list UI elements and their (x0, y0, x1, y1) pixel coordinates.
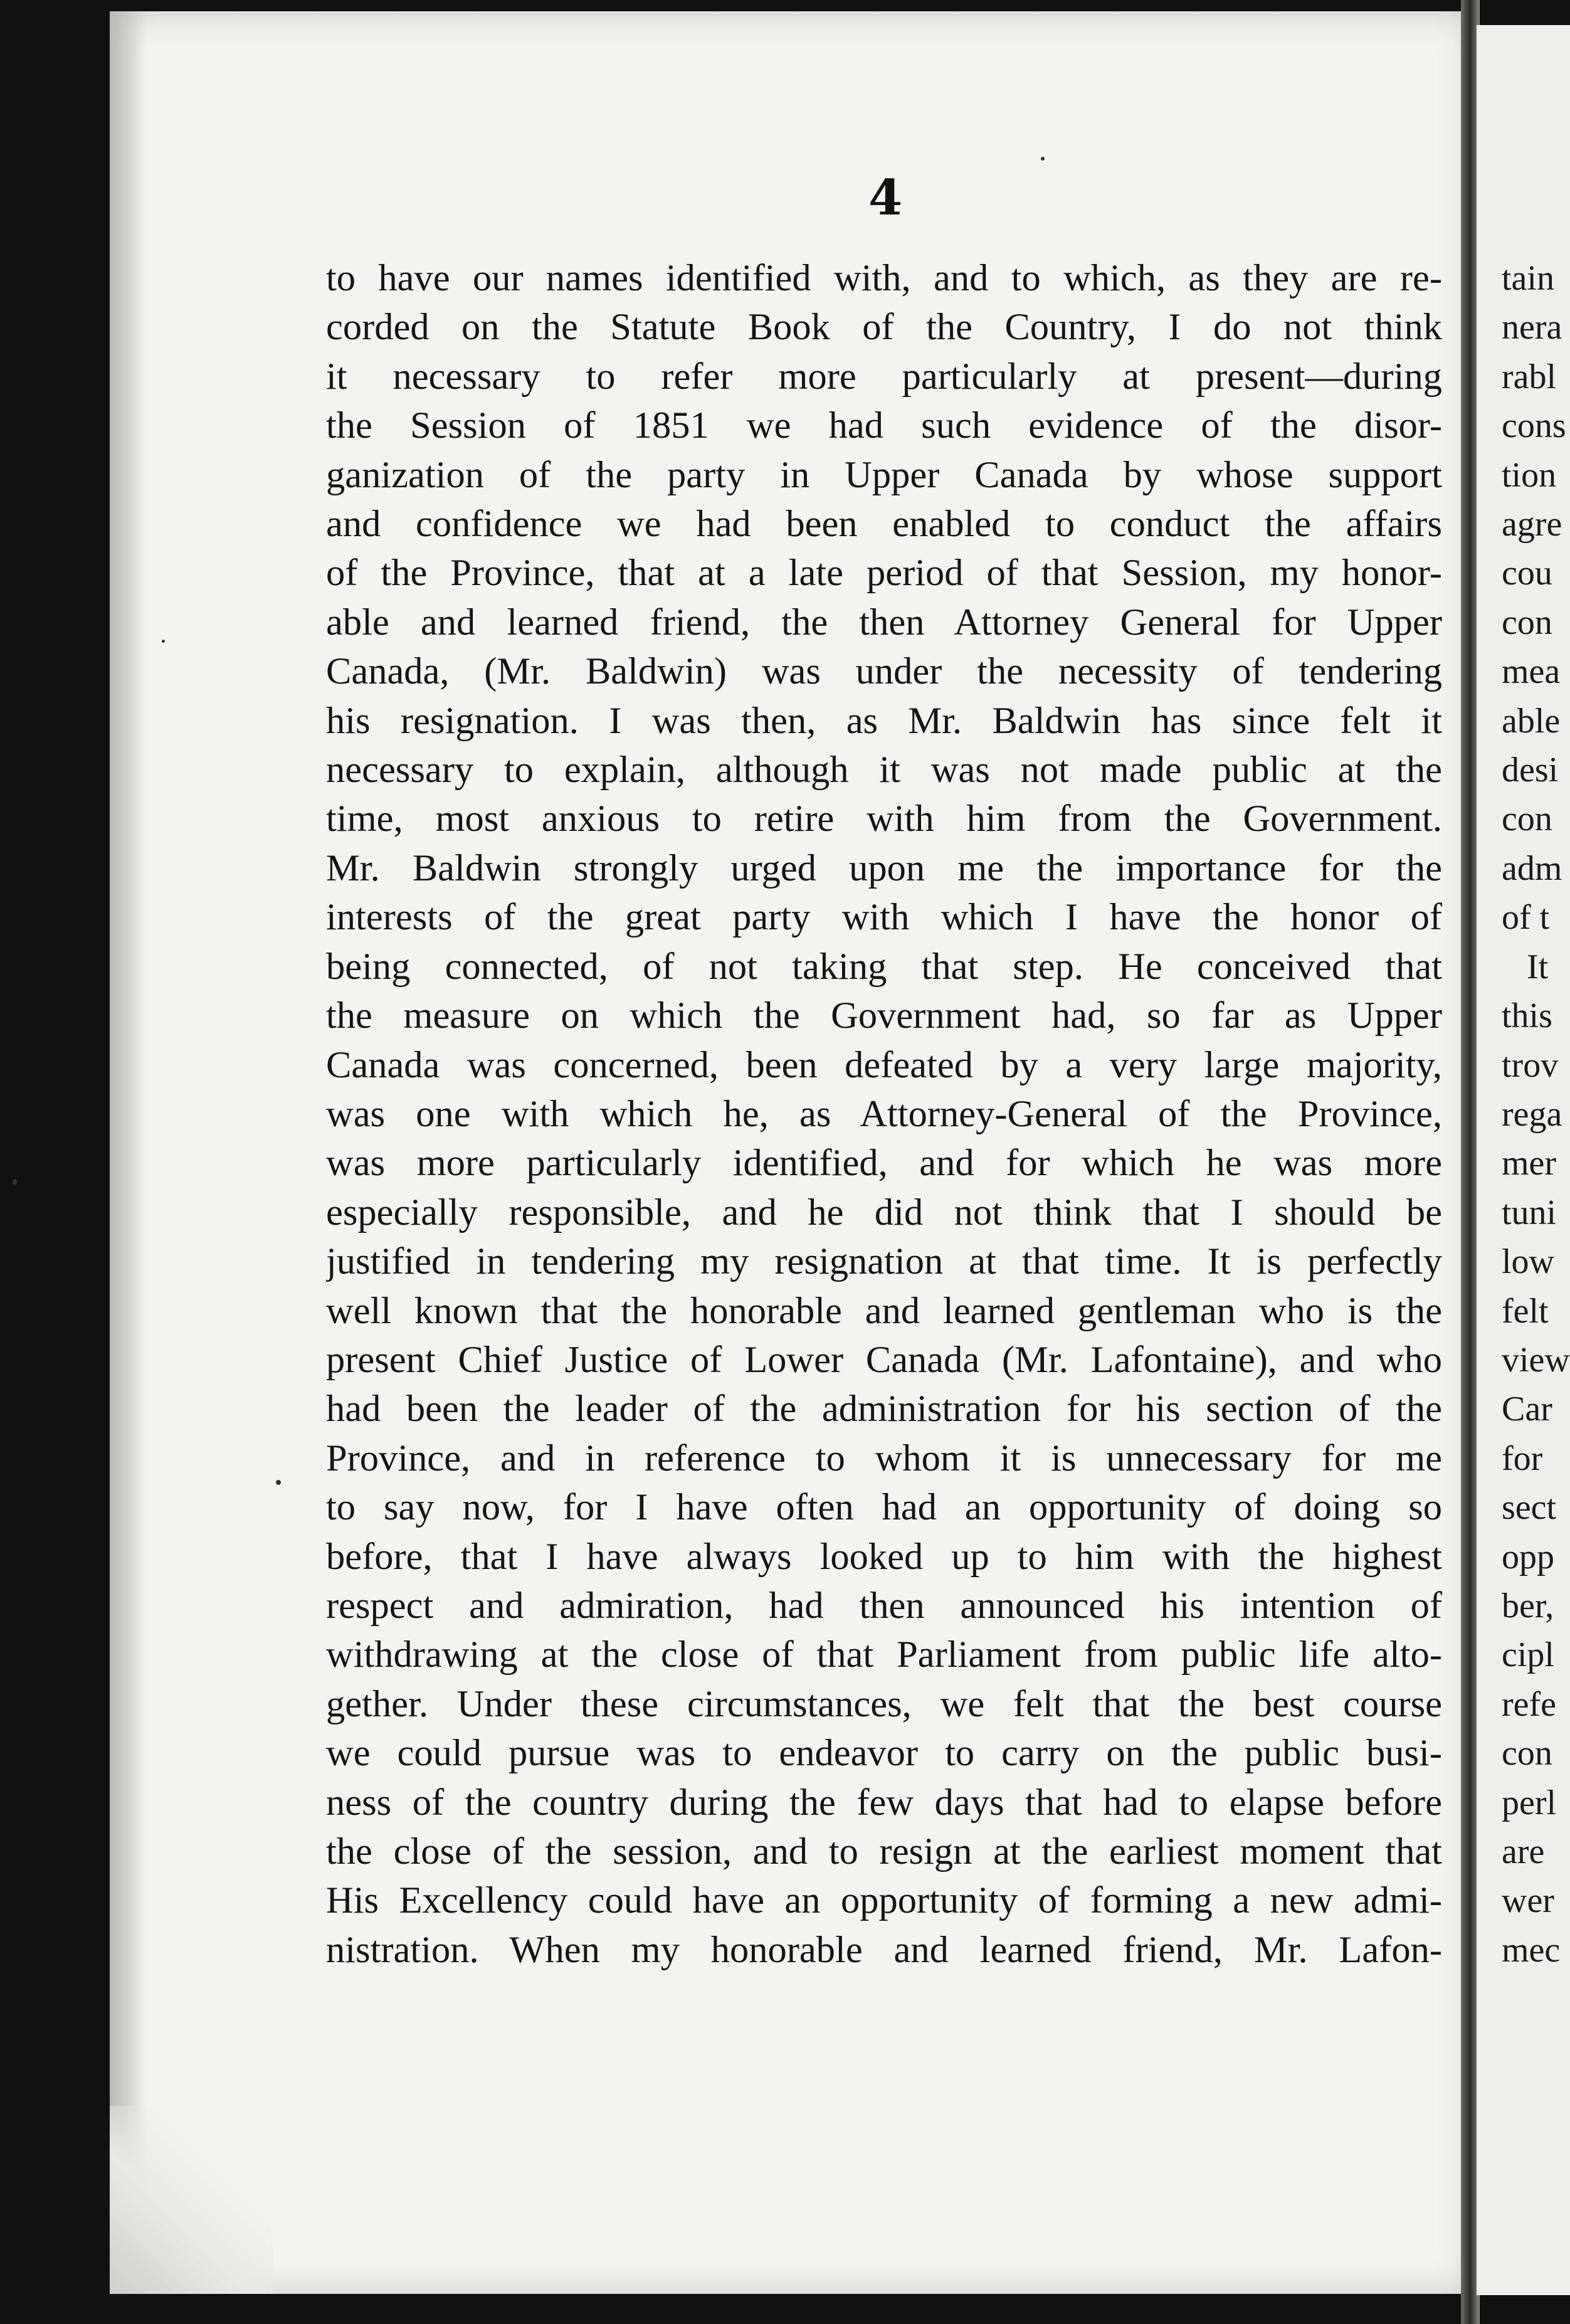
text-line: had been the leader of the administration for his section of the (326, 1388, 1442, 1430)
text-line: able and learned friend, the then Attorney General for Upper (326, 601, 1442, 643)
text-line: present Chief Justice of Lower Canada (Mr. Lafontaine), and who (326, 1338, 1442, 1381)
text-line: His Excellency could have an opportunity of forming a new admi- (326, 1879, 1442, 1922)
print-speck (1041, 157, 1045, 161)
text-line: Mr. Baldwin strongly urged upon me the importance for the (326, 847, 1442, 889)
facing-line-fragment: sect (1502, 1488, 1557, 1528)
facing-line-fragment: Car (1502, 1390, 1552, 1429)
text-line: to say now, for I have often had an opportunity of doing so (326, 1486, 1442, 1529)
text-line: nistration. When my honorable and learned friend, Mr. Lafon- (326, 1928, 1442, 1971)
facing-page-text (1502, 254, 1570, 1975)
facing-line-fragment: mec (1502, 1930, 1561, 1970)
facing-line-fragment: adm (1502, 848, 1562, 888)
facing-line-fragment: mea (1502, 652, 1561, 692)
text-line: well known that the honorable and learned gentleman who is the (326, 1289, 1442, 1332)
facing-line-fragment: cons (1502, 406, 1566, 446)
text-line: ness of the country during the few days that had to elapse before (326, 1781, 1442, 1824)
print-speck (276, 1480, 281, 1485)
text-line: withdrawing at the close of that Parliament from public life alto- (326, 1634, 1442, 1676)
facing-line-fragment: are (1502, 1832, 1545, 1871)
facing-line-fragment: It (1527, 947, 1549, 986)
text-line: before, that I have always looked up to him with the highest (326, 1535, 1442, 1578)
facing-line-fragment: this (1502, 996, 1552, 1036)
print-speck (13, 1179, 17, 1185)
text-line: time, most anxious to retire with him from the Government. (326, 798, 1442, 840)
text-line: of the Province, that at a late period of that Session, my honor- (326, 552, 1442, 594)
text-line: justified in tendering my resignation at that time. It is perfectly (326, 1240, 1442, 1283)
text-line: especially responsible, and he did not think that I should be (326, 1191, 1442, 1233)
facing-line-fragment: nera (1502, 308, 1562, 347)
facing-line-fragment: trov (1502, 1045, 1559, 1085)
text-line: necessary to explain, although it was not made public at the (326, 749, 1442, 791)
print-speck (162, 640, 165, 643)
text-line: Canada, (Mr. Baldwin) was under the necessity of tendering (326, 650, 1442, 693)
worn-corner (110, 2106, 273, 2294)
facing-line-fragment: view (1502, 1340, 1570, 1380)
text-line: and confidence we had been enabled to conduct the affairs (326, 503, 1442, 546)
facing-line-fragment: refe (1502, 1684, 1557, 1724)
facing-line-fragment: tion (1502, 455, 1557, 495)
facing-line-fragment: able (1502, 701, 1561, 741)
text-line: the measure on which the Government had, so far as Upper (326, 995, 1442, 1037)
facing-line-fragment: rabl (1502, 357, 1557, 396)
facing-line-fragment: rega (1502, 1094, 1562, 1134)
facing-line-fragment: low (1502, 1242, 1554, 1282)
facing-line-fragment: ber, (1502, 1586, 1554, 1625)
facing-line-fragment: cipl (1502, 1635, 1554, 1675)
facing-line-fragment: opp (1502, 1537, 1554, 1577)
facing-line-fragment: desi (1502, 751, 1559, 790)
facing-line-fragment: tuni (1502, 1193, 1557, 1232)
text-line: we could pursue was to endeavor to carry on the public busi- (326, 1732, 1442, 1775)
text-line: it necessary to refer more particularly at present—during (326, 355, 1442, 398)
text-line: corded on the Statute Book of the Country, I do not think (326, 306, 1442, 349)
facing-line-fragment: wer (1502, 1881, 1554, 1921)
facing-line-fragment: con (1502, 1734, 1552, 1773)
text-line: ganization of the party in Upper Canada by whose support (326, 453, 1442, 496)
text-line: Province, and in reference to whom it is unnecessary for me (326, 1437, 1442, 1479)
page-number: 4 (868, 169, 903, 226)
facing-line-fragment: of t (1502, 898, 1550, 938)
facing-line-fragment: tain (1502, 259, 1554, 298)
text-line: to have our names identified with, and to which, as they are re- (326, 257, 1442, 299)
text-line: interests of the great party with which I have the honor of (326, 896, 1442, 939)
text-line: respect and admiration, had then announced his intention of (326, 1584, 1442, 1627)
text-line: was one with which he, as Attorney-General of the Province, (326, 1092, 1442, 1135)
facing-line-fragment: mer (1502, 1144, 1557, 1183)
facing-line-fragment: agre (1502, 505, 1562, 544)
facing-line-fragment: cou (1502, 554, 1552, 593)
text-line: his resignation. I was then, as Mr. Baldwin has since felt it (326, 699, 1442, 742)
text-line: Canada was concerned, been defeated by a very large majority, (326, 1043, 1442, 1086)
facing-line-fragment: con (1502, 603, 1552, 642)
body-text (326, 254, 1442, 1975)
facing-line-fragment: con (1502, 800, 1552, 839)
text-line: the close of the session, and to resign at the earliest moment that (326, 1830, 1442, 1872)
text-line: was more particularly identified, and for which he was more (326, 1142, 1442, 1185)
facing-line-fragment: felt (1502, 1291, 1549, 1331)
text-line: being connected, of not taking that step. He conceived that (326, 945, 1442, 988)
text-line: the Session of 1851 we had such evidence of the disor- (326, 404, 1442, 447)
text-line: gether. Under these circumstances, we felt that the best course (326, 1682, 1442, 1725)
facing-line-fragment: perl (1502, 1783, 1557, 1822)
facing-line-fragment: for (1502, 1439, 1543, 1478)
